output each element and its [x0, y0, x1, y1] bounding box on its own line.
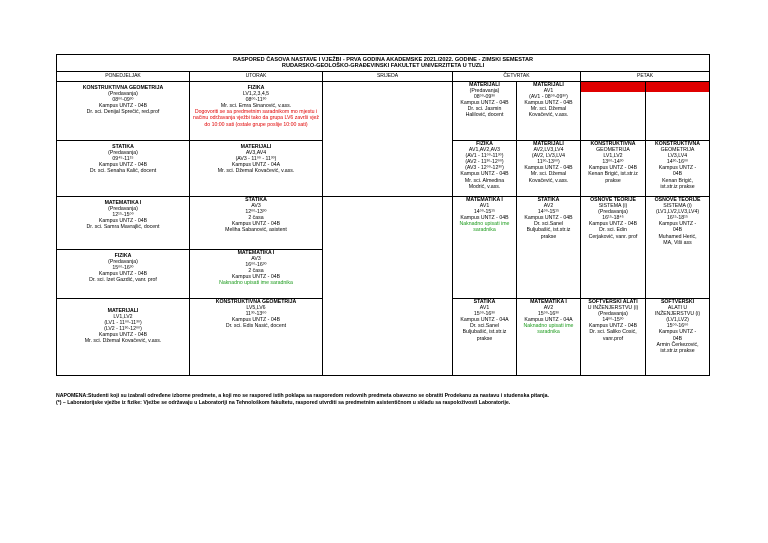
course-detail: (AV1 - 08⁰⁰-09³⁰) [529, 94, 568, 101]
course-detail: vanr.prof [602, 335, 624, 342]
course-detail: 14⁰⁰-15¹⁵ [537, 209, 560, 216]
tue-note: Dogovoriti se sa predmetnim saradnikom mo mjestu i načinu održavanja vježbi tako da grupa LV6 završi vjež do 10:00 sati (ostale grupe poslije 10:00 sati) [193, 109, 319, 128]
table-row [57, 197, 710, 250]
note-line-1 [56, 393, 716, 400]
course-detail: MA, Viši ass [663, 239, 692, 246]
course-detail: (AV1 - 11⁰⁰-11³⁰) [465, 153, 504, 160]
course-detail: Kampus UNTZ - 04B [231, 317, 281, 324]
course-name: KONSTRUKTIVNA [655, 141, 700, 147]
course-detail: prakse [540, 233, 557, 240]
course-detail: (LV1 - 11⁰⁰-11³⁰) [104, 320, 142, 327]
note-label: NAPOMENA: [56, 393, 88, 399]
course-detail: (AV2 - 11³⁰-12⁰⁰) [465, 159, 504, 166]
course-detail: Kampus UNTZ - 04B [588, 221, 638, 228]
course-detail: (Predavanja) [469, 88, 500, 95]
course-detail: Kampus UNTZ - 04B [98, 162, 148, 169]
course-detail: LV1,LV2 [113, 314, 133, 321]
course-detail: Dr. sci. Edis Nasić, docent [225, 323, 287, 330]
course-name: MATERIJALI [533, 82, 564, 88]
course-name: MATEMATIKA I [466, 197, 503, 203]
course-detail: AV3,AV4 [245, 150, 267, 157]
course-name: FIZIKA [114, 253, 132, 259]
course-detail: Mr. sci. Emra Sinanović, v.ass. [220, 103, 292, 110]
course-detail: 04B [672, 171, 683, 178]
course-name: STATIKA [112, 144, 134, 150]
course-detail: Dr. sci.Sanel [469, 323, 500, 330]
slot-wed [323, 82, 453, 197]
course-detail: 08⁰⁰-09³⁰ [112, 97, 134, 104]
course-detail: Kampus UNTZ - [658, 221, 697, 228]
course-detail: Buljubašić, ist.str.iz [462, 329, 507, 336]
course-detail: Kampus UNTZ - 04B [98, 218, 148, 225]
slot-thu-5a [453, 299, 517, 376]
slot-fri-5a [581, 299, 646, 376]
course-detail: 15⁰⁰-16³⁰ [473, 311, 496, 318]
course-detail: Buljubašić, ist.str.iz [526, 227, 571, 234]
day-tuesday: UTORAK [190, 72, 323, 82]
course-name: STATIKA [537, 197, 560, 203]
course-detail: Kampus UNTZ - [658, 165, 697, 172]
course-detail: Kampus UNTZ - 04B [98, 271, 148, 278]
course-name: MATERIJALI [240, 144, 272, 150]
slot-thu-1a [453, 82, 517, 141]
schedule-title [57, 55, 710, 72]
course-detail: 11³⁰-13⁰⁰) [537, 159, 560, 166]
course-name: FIZIKA [476, 141, 493, 147]
course-name: MATEMATIKA I [104, 200, 142, 206]
course-name: KONSTRUKTIVNA GEOMETRIJA [215, 299, 297, 305]
course-name: MATERIJALI [533, 141, 564, 147]
course-detail: 12⁰⁰-13³⁰ [245, 209, 267, 216]
course-detail: 04B [672, 335, 683, 342]
course-detail: 04B [672, 227, 683, 234]
course-detail: SISTEMA (i) [663, 203, 692, 210]
course-detail: AV2 [543, 305, 554, 312]
course-detail: (Predavanja) [108, 91, 138, 98]
course-name: KONSTRUKTIVNA [590, 141, 636, 147]
course-name: MATERIJALI [469, 82, 500, 88]
slot-mon-2 [57, 141, 190, 197]
course-detail: Kampus UNTZ - [658, 329, 697, 336]
course-detail: Kampus UNTZ - 04B [524, 215, 573, 222]
course-detail: 2 časa [248, 215, 264, 222]
slot-fri-2b [646, 141, 710, 197]
course-detail: LV1,LV2 [603, 153, 623, 160]
slot-thu-2a [453, 141, 517, 197]
course-detail: ist.str.iz prakse [660, 183, 695, 190]
slot-tue-1 [190, 82, 323, 141]
course-detail: AV3 [251, 203, 261, 210]
course-detail: Kampus UNTZ - 04A [524, 317, 573, 324]
course-detail: (LV2 - 11³⁰-12⁰⁰) [104, 326, 142, 333]
course-detail: (Predavanja) [598, 311, 628, 318]
slot-thu-5b [517, 299, 581, 376]
course-detail: Cerjaković, vanr. prof [588, 233, 638, 240]
slot-mon-3 [57, 197, 190, 250]
course-detail: Kampus UNTZ - 04B [231, 274, 281, 281]
note-line-2: (*) – Laboratorijske vježbe iz fizike: Vježbe se održavaju u Laboratoriji na Tehnološkom fakultetu, raspored utvrditi sa predmetnim asistentičnom u skladu sa raspoloživosti Laboratorije. [56, 399, 511, 406]
table-row [57, 82, 710, 141]
course-detail: (LV1,LV2) [666, 317, 689, 324]
course-name: MATEMATIKA I [530, 299, 567, 305]
course-name: OSNOVE TEORIJE [590, 197, 636, 203]
course-name: MATEMATIKA I [237, 250, 275, 256]
course-detail: GEOMETRIJA [596, 147, 630, 154]
course-detail: Kampus UNTZ - 04B [524, 165, 573, 172]
title-line-2: RUDARSKO-GEOLOŠKO-GRAĐEVINSKI FAKULTET UNIVERZITETA U TUZLI [281, 63, 485, 69]
title-line-1: RASPORED ČASOVA NASTAVE I VJEŽBI - PRVA GODINA AKADEMSKE 2021./2022. GODINE - ZIMSKI SEMESTAR [233, 56, 534, 63]
course-detail: Modrić, v.ass. [468, 183, 501, 190]
slot-fri-2a [581, 141, 646, 197]
schedule-sheet [56, 54, 709, 376]
tue-note-2: Naknadno upisati ime saradnika [219, 280, 293, 287]
course-detail: LV1,2,3,4,5 [242, 91, 270, 98]
red-marker [581, 82, 645, 92]
course-detail: 08⁰⁰-11³⁰ [245, 97, 267, 104]
course-detail: 14³⁰-16⁰⁰ [666, 159, 689, 166]
course-detail: U INŽENJERSTVU (i) [587, 305, 639, 312]
day-monday: PONEDJELJAK [57, 72, 190, 82]
course-detail: Mr. sci. Džemal [530, 171, 567, 178]
course-detail: 14⁰⁰-15¹⁵ [473, 209, 496, 216]
course-detail: LV3,LV4 [667, 153, 688, 160]
course-detail: Kampus UNTZ - 04B [460, 100, 509, 107]
course-detail: LV5,LV6 [246, 305, 266, 312]
slot-fri-5b [646, 299, 710, 376]
slot-mon-1 [57, 82, 190, 141]
course-detail: 13⁰⁰-14³⁰ [602, 159, 624, 166]
course-detail: 16⁰⁰-16³⁰ [245, 262, 267, 269]
day-friday: PETAK [581, 72, 710, 82]
course-detail: Dr. sci. Denijal Sprečić, red.prof [86, 109, 160, 116]
course-detail: Mr. sci. Almedina [464, 177, 505, 184]
course-detail: Mr. sci. Džemal Kovačević, v.ass. [84, 338, 162, 345]
course-detail: 09⁴⁵-11¹⁵ [112, 156, 134, 163]
course-detail: (AV2, LV3,LV4 [531, 153, 566, 160]
course-name: SOFTVERSKI [660, 299, 695, 305]
course-detail: Dr. sci. Samra Mavrajlić, docent [86, 224, 160, 231]
course-detail: Kampus UNTZ - 04B [98, 103, 148, 110]
course-detail: (LV1,LV2,LV3,LV4) [655, 209, 700, 216]
course-detail: 15⁰⁰-16³⁰ [537, 311, 560, 318]
course-detail: Armin Čerkezović, [656, 341, 699, 348]
course-detail: 15⁰⁰-16⁰⁰ [666, 323, 689, 330]
course-name: KONSTRUKTIVNA GEOMETRIJA [82, 85, 164, 91]
course-detail: AV2,LV3,LV4 [533, 147, 564, 154]
course-detail: 08⁰⁰-09³⁰ [473, 94, 496, 101]
title-row [57, 55, 710, 72]
notes-block [56, 393, 716, 407]
course-detail: Kenan Brigić, ist.str.iz [588, 171, 638, 178]
course-detail: Dr. sci. Saliko Cosić, [589, 329, 637, 336]
slot-fri-1b [646, 82, 710, 141]
course-name: OSNOVE TEORIJE [654, 197, 701, 203]
course-detail: Kampus UNTZ - 04A [460, 317, 509, 324]
red-marker [646, 82, 709, 92]
schedule-table [56, 54, 710, 376]
slot-thu-3b [517, 197, 581, 299]
course-detail: AV1 [543, 88, 554, 95]
course-detail: Mr. sci. Džemal [530, 106, 567, 113]
course-detail: AV1,AV2,AV3 [468, 147, 501, 154]
course-detail: Kovačević, v.ass. [528, 112, 569, 119]
slot-thu-1b [517, 82, 581, 141]
course-detail: 2 časa [248, 268, 264, 275]
course-name: STATIKA [473, 299, 496, 305]
course-detail: AV1 [479, 305, 490, 312]
day-wednesday: SRIJEDA [323, 72, 453, 82]
course-detail: Kampus UNTZ - 04B [460, 215, 509, 222]
day-header-row [57, 72, 710, 82]
slot-tue-4 [190, 250, 323, 299]
course-detail: Kampus UNTZ - 04A [231, 162, 281, 169]
course-detail: Meliha Sabanović, asistent [225, 227, 287, 234]
course-detail: Kampus UNTZ - 04B [588, 165, 638, 172]
course-detail: Kampus UNTZ - 04B [460, 171, 509, 178]
slot-mon-4 [57, 250, 190, 299]
course-detail: Dr. sci.Sanel [533, 221, 564, 228]
course-detail: 12¹⁵-15⁰⁰ [112, 212, 134, 219]
course-detail: Kenan Brigić, [662, 177, 693, 184]
course-detail: prakse [476, 335, 493, 342]
course-detail: (Predavanja) [108, 206, 138, 213]
course-detail: (Predavanja) [108, 259, 138, 266]
course-detail: Muhamed Herić, [658, 233, 697, 240]
slot-tue-3 [190, 197, 323, 250]
slot-fri-1a [581, 82, 646, 141]
course-name: FIZIKA [247, 85, 265, 91]
slot-thu-2b [517, 141, 581, 197]
course-detail: prakse [605, 177, 621, 184]
course-detail: Dr. sci. Senaha Kalić, docent [89, 168, 157, 175]
course-detail: Halilović, docent [465, 112, 504, 119]
course-detail: Dr. sci. Edin [599, 227, 627, 234]
course-detail: 11³⁰-13⁰⁰ [245, 311, 267, 318]
slot-wed-empty [323, 197, 453, 376]
note-text-1: Studenti koji su izabrali određene izborne predmete, a koji mo se raspored istih poklapa sa rasporedom redovnih predmeta obavezno se obratiti Prodekanu za nastavu i studenska pitanja. [88, 393, 549, 399]
thu-note: Naknadno upisati ime saradnika [459, 221, 510, 234]
course-detail: Kampus UNTZ - 04B [588, 323, 638, 330]
course-detail: AV2 [543, 203, 554, 210]
course-detail: (AV3 - 12⁰⁰-12³⁰) [465, 165, 504, 172]
course-name: SOFTVERSKI ALATI [588, 299, 638, 305]
course-detail: 15⁰⁰-16³⁰ [112, 265, 134, 272]
course-detail: 16¹⁵-18¹⁵ [667, 215, 689, 222]
course-detail: Dr. sci. Izet Gazdić, vanr. prof [89, 277, 157, 284]
course-detail: ist.str.iz prakse [660, 347, 695, 354]
course-detail: Kampus UNTZ - 04B [524, 100, 573, 107]
course-detail: 14⁰⁰-15³⁰ [602, 317, 624, 324]
course-name: MATERIJALI [107, 308, 139, 314]
course-detail: ALATI U [667, 305, 688, 312]
course-detail: GEOMETRIJA [660, 147, 695, 154]
course-detail: (Predavanja) [598, 209, 628, 216]
course-detail: Kampus UNTZ - 04B [231, 221, 281, 228]
course-detail: AV3 [251, 256, 261, 263]
day-thursday: ČETVRTAK [453, 72, 581, 82]
thu-note-2: Naknadno upisati ime saradnika [523, 323, 574, 336]
slot-fri-3b [646, 197, 710, 299]
slot-tue-5 [190, 299, 323, 376]
course-detail: SISTEMA (i) [598, 203, 628, 210]
course-detail: Kampus UNTZ - 04B [98, 332, 148, 339]
course-detail: INŽENJERSTVU (i) [654, 311, 701, 318]
course-detail: Mr. sci. Džemal Kovačević, v.ass. [217, 168, 295, 175]
slot-fri-3a [581, 197, 646, 299]
course-name: STATIKA [245, 197, 267, 203]
course-detail: Kovačević, v.ass. [528, 177, 569, 184]
course-detail: AV1 [479, 203, 490, 210]
slot-tue-2 [190, 141, 323, 197]
slot-mon-5 [57, 299, 190, 376]
course-detail: Dr. sci. Jasmin [467, 106, 502, 113]
course-detail: 16¹⁵-18⁴⁵ [602, 215, 624, 222]
course-detail: (Predavanja) [108, 150, 138, 157]
course-detail: (AV3 - 11⁰⁰ - 11³⁰) [235, 156, 277, 163]
slot-thu-3a [453, 197, 517, 299]
